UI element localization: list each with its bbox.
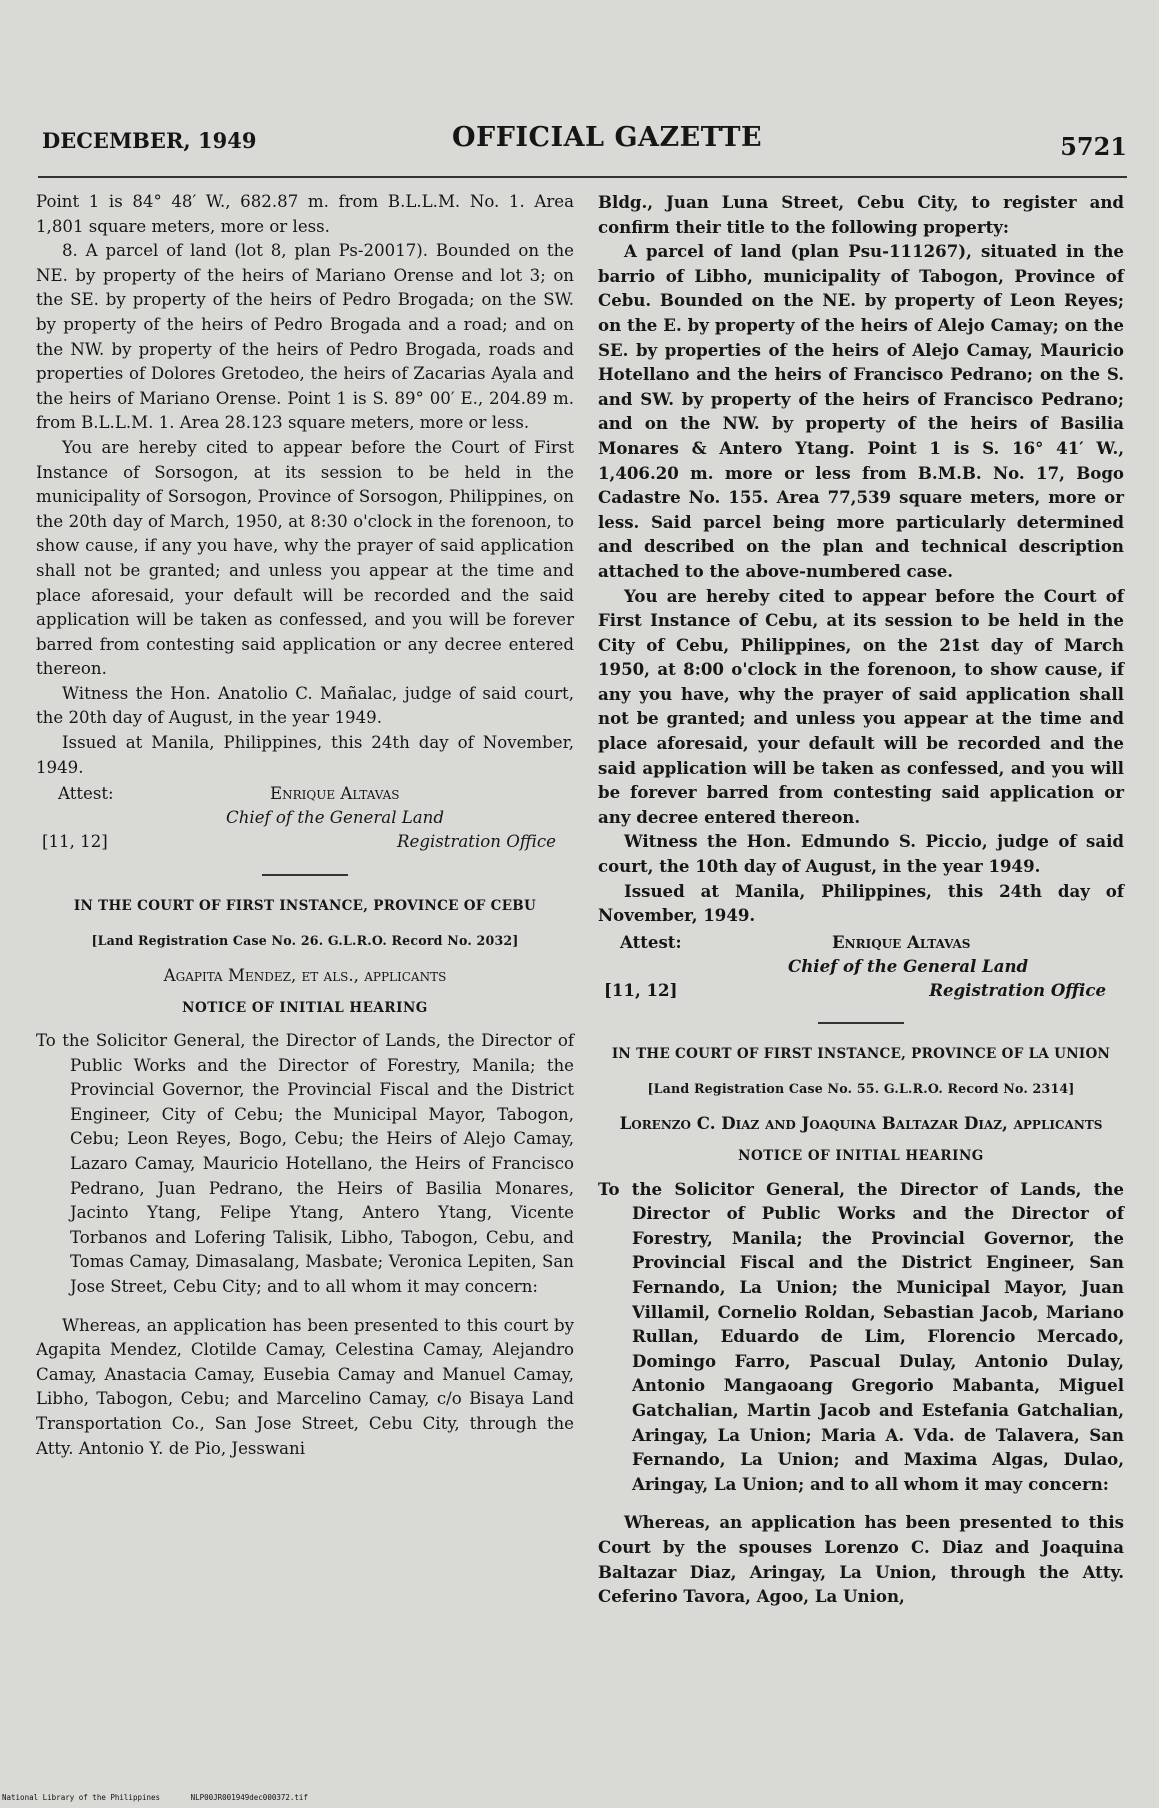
attest-block <box>598 930 1124 1004</box>
header-date: DECEMBER, 1949 <box>42 128 257 153</box>
court-heading: IN THE COURT OF FIRST INSTANCE, PROVINCE OF CEBU <box>73 898 537 915</box>
paragraph: Whereas, an application has been presented to this Court by the spouses Lorenzo C. Diaz and Joaquina Baltazar Diaz, Aringay, La Union, through the Atty. Ceferino Tavora, Agoo, La Union, <box>598 1512 1124 1607</box>
paragraph: Issued at Manila, Philippines, this 24th day of November, 1949. <box>598 880 1124 926</box>
paragraph: 8. A parcel of land (lot 8, plan Ps-20017). Bounded on the NE. by property of the heirs of Mariano Orense and lot 3; on the SE. by property of the heirs of Pedro Brogada; on the SW. by property of the heirs of Pedro Brogada and a road; and on the NW. by property of the heirs of Pedro Brogada, roads and properties of Dolores Gretodeo, the heirs of Zacarias Ayala and the heirs of Mariano Orense. Point 1 is S. 89° 00′ E., 204.89 m. from B.L.L.M. 1. Area 28.123 square meters, more or less. <box>36 241 574 433</box>
attest-office-line: Registration Office <box>397 832 556 852</box>
footer-library: National Library of the Philippines <box>2 1793 161 1802</box>
page-number: 5721 <box>1060 132 1127 161</box>
footer-file: NLP00JR001949dec000372.tif <box>190 1793 308 1802</box>
page-header <box>42 122 1127 162</box>
attest-block <box>36 782 574 856</box>
paragraph: Whereas, an application has been presented to this court by Agapita Mendez, Clotilde Camay, Celestina Camay, Alejandro Camay, Anastacia Camay, Eusebia Camay and Manuel Camay, Libho, Tabogon, Cebu; and Marcelino Camay, c/o Bisaya Land Transportation Co., San Jose Street, Cebu City, through the Atty. Antonio Y. de Pio, Jesswani <box>36 1315 574 1458</box>
section-divider <box>818 1022 904 1024</box>
scan-footer <box>2 1793 334 1802</box>
paragraph: Witness the Hon. Edmundo S. Piccio, judge of said court, the 10th day of August, in the year 1949. <box>598 831 1124 877</box>
attest-label: Attest: <box>620 931 682 952</box>
notice-title: NOTICE OF INITIAL HEARING <box>182 1000 428 1017</box>
paragraph: Witness the Hon. Anatolio C. Mañalac, judge of said court, the 20th day of August, in the year 1949. <box>36 683 574 728</box>
addressees: To the Solicitor General, the Director of Lands, the Director of Public Works and the Director of Forestry, Manila; the Provincial Governor, the Provincial Fiscal and the District Engineer, City of Cebu; the Municipal Mayor, Tabogon, Cebu; Leon Reyes, Bogo, Cebu; the Heirs of Alejo Camay, Lazaro Camay, Mauricio Hotellano, the Heirs of Francisco Pedrano, Juan Pedrano, the Heirs of Basilia Monares, Jacinto Ytang, Felipe Ytang, Antero Ytang, Vicente Torbanos and Lofering Talisik, Libho, Tabogon, Cebu, and Tomas Camay, Dimasalang, Masbate; Veronica Lepiten, San Jose Street, Cebu City; and to all whom it may concern: <box>36 1031 574 1296</box>
paragraph: Point 1 is 84° 48′ W., 682.87 m. from B.L.L.M. No. 1. Area 1,801 square meters, more or less. <box>36 192 574 236</box>
section-divider <box>262 874 348 876</box>
issue-numbers: [11, 12] <box>604 979 678 1000</box>
header-rule <box>38 176 1127 178</box>
issue-numbers: [11, 12] <box>42 832 108 852</box>
attest-label: Attest: <box>58 784 114 804</box>
case-reference: [Land Registration Case No. 55. G.L.R.O. Record No. 2314] <box>647 1080 1075 1096</box>
attest-name: Enrique Altavas <box>270 784 400 804</box>
applicants-line: Lorenzo C. Diaz and Joaquina Baltazar Diaz, applicants <box>619 1113 1103 1134</box>
attest-title-line: Chief of the General Land <box>226 808 444 828</box>
applicants-line: Agapita Mendez, et als., applicants <box>163 965 447 985</box>
right-column <box>598 190 1124 1609</box>
attest-title-line: Chief of the General Land <box>788 955 1029 976</box>
attest-office-line: Registration Office <box>929 979 1106 1000</box>
attest-name: Enrique Altavas <box>832 931 971 952</box>
paragraph: You are hereby cited to appear before the Court of First Instance of Cebu, at its session to be held in the City of Cebu, Philippines, on the 21st day of March 1950, at 8:00 o'clock in the forenoon, to show cause, if any you have, why the prayer of said application shall not be granted; and unless you appear at the time and place aforesaid, your default will be recorded and the said application will be taken as confessed, and you will be forever barred from contesting said application or any decree entered thereon. <box>598 585 1124 827</box>
paragraph: Bldg., Juan Luna Street, Cebu City, to register and confirm their title to the following property: <box>598 192 1124 237</box>
left-column <box>36 190 574 1461</box>
addressees: To the Solicitor General, the Director of Lands, the Director of Public Works and the Director of Forestry, Manila; the Provincial Governor, the Provincial Fiscal and the District Engineer, San Fernando, La Union; the Municipal Mayor, Juan Villamil, Cornelio Roldan, Sebastian Jacob, Mariano Rullan, Eduardo de Lim, Florencio Mercado, Domingo Farro, Pascual Dulay, Antonio Dulay, Antonio Mangaoang Gregorio Mabanta, Miguel Gatchalian, Martin Jacob and Estefania Gatchalian, Aringay, La Union; Maria A. Vda. de Talavera, San Fernando, La Union; and Maxima Algas, Dulao, Aringay, La Union; and to all whom it may concern: <box>598 1178 1124 1494</box>
paragraph: You are hereby cited to appear before the Court of First Instance of Sorsogon, at its session to be held in the municipality of Sorsogon, Province of Sorsogon, Philippines, on the 20th day of March, 1950, at 8:30 o'clock in the forenoon, to show cause, if any you have, why the prayer of said application shall not be granted; and unless you appear at the time and place aforesaid, your default will be recorded and the said application will be taken as confessed, and you will be forever barred from contesting said application or any decree entered thereon. <box>36 437 574 679</box>
court-heading: IN THE COURT OF FIRST INSTANCE, PROVINCE OF LA UNION <box>611 1045 1111 1062</box>
case-reference: [Land Registration Case No. 26. G.L.R.O. Record No. 2032] <box>91 933 519 949</box>
notice-title: NOTICE OF INITIAL HEARING <box>738 1148 984 1164</box>
paragraph: A parcel of land (plan Psu-111267), situated in the barrio of Libho, municipality of Tabogon, Province of Cebu. Bounded on the NE. by property of Leon Reyes; on the E. by property of the heirs of Alejo Camay; on the SE. by properties of the heirs of Alejo Camay, Mauricio Hotellano and the heirs of Francisco Pedrano; on the S. and SW. by property of the heirs of Francisco Pedrano; and on the NW. by property of the heirs of Basilia Monares & Antero Ytang. Point 1 is S. 16° 41′ W., 1,406.20 m. more or less from B.M.B. No. 17, Bogo Cadastre No. 155. Area 77,539 square meters, more or less. Said parcel being more particularly determined and described on the plan and technical description attached to the above-numbered case. <box>598 241 1124 581</box>
paragraph: Issued at Manila, Philippines, this 24th day of November, 1949. <box>36 733 574 777</box>
header-title: OFFICIAL GAZETTE <box>452 122 763 153</box>
